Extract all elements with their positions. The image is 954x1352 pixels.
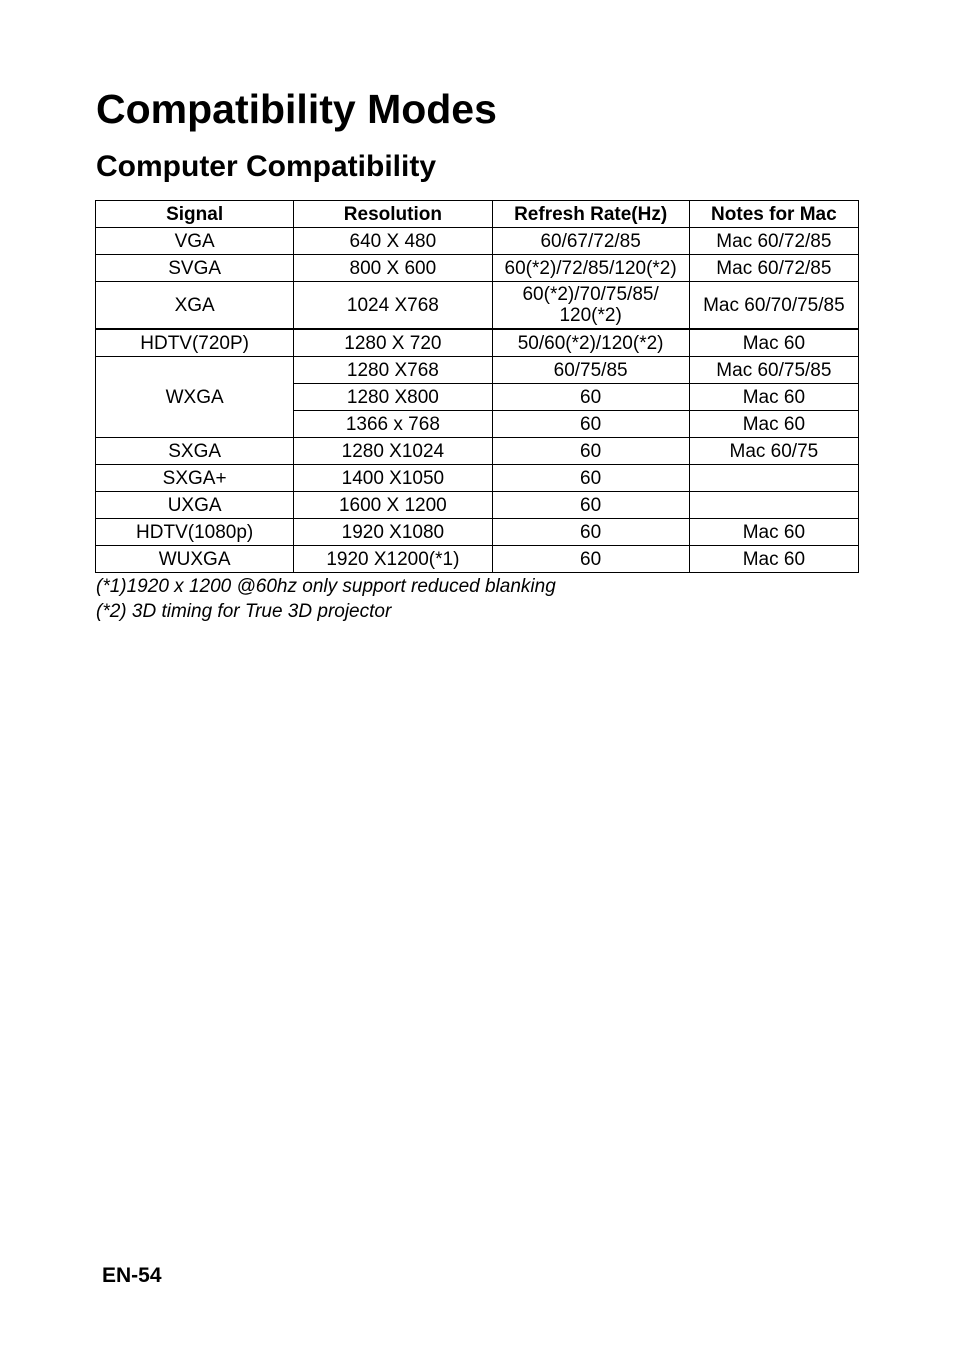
table-row [96, 255, 859, 282]
cell-signal: XGA [96, 282, 294, 330]
cell-signal: VGA [96, 228, 294, 255]
cell-signal: WXGA [96, 357, 294, 438]
cell-signal: SXGA [96, 438, 294, 465]
table-header-row [96, 201, 859, 228]
page-title: Compatibility Modes [96, 86, 497, 132]
cell-signal: HDTV(1080p) [96, 519, 294, 546]
compatibility-table [95, 200, 859, 573]
cell-mac-notes: Mac 60 [689, 546, 858, 573]
cell-mac-notes: Mac 60/72/85 [689, 228, 858, 255]
cell-resolution: 1920 X1080 [294, 519, 492, 546]
cell-refresh-rate: 60(*2)/70/75/85/ 120(*2) [492, 282, 689, 330]
cell-resolution: 640 X 480 [294, 228, 492, 255]
cell-mac-notes: Mac 60 [689, 519, 858, 546]
cell-refresh-rate: 60 [492, 492, 689, 519]
cell-refresh-rate: 50/60(*2)/120(*2) [492, 329, 689, 357]
cell-refresh-rate: 60 [492, 411, 689, 438]
cell-mac-notes: Mac 60 [689, 411, 858, 438]
cell-resolution: 1280 X800 [294, 384, 492, 411]
table-row [96, 357, 859, 384]
cell-refresh-rate: 60 [492, 438, 689, 465]
cell-mac-notes [689, 465, 858, 492]
header-notes-for-mac: Notes for Mac [689, 201, 858, 228]
section-title: Computer Compatibility [96, 150, 437, 183]
cell-signal: SXGA+ [96, 465, 294, 492]
cell-resolution: 1280 X768 [294, 357, 492, 384]
cell-signal: UXGA [96, 492, 294, 519]
page-number: EN-54 [102, 1264, 162, 1287]
cell-refresh-rate: 60 [492, 384, 689, 411]
cell-resolution: 1400 X1050 [294, 465, 492, 492]
cell-resolution: 1366 x 768 [294, 411, 492, 438]
cell-refresh-rate: 60/67/72/85 [492, 228, 689, 255]
cell-mac-notes: Mac 60/75/85 [689, 357, 858, 384]
cell-resolution: 1024 X768 [294, 282, 492, 330]
cell-refresh-rate: 60 [492, 519, 689, 546]
cell-refresh-rate: 60 [492, 546, 689, 573]
table-row [96, 465, 859, 492]
cell-mac-notes: Mac 60/72/85 [689, 255, 858, 282]
cell-resolution: 1600 X 1200 [294, 492, 492, 519]
cell-refresh-rate: 60 [492, 465, 689, 492]
table-row [96, 546, 859, 573]
cell-mac-notes: Mac 60 [689, 384, 858, 411]
footnote-3d-timing: (*2) 3D timing for True 3D projector [96, 601, 392, 622]
cell-mac-notes: Mac 60/75 [689, 438, 858, 465]
cell-refresh-rate: 60/75/85 [492, 357, 689, 384]
cell-refresh-rate: 60(*2)/72/85/120(*2) [492, 255, 689, 282]
table-row [96, 438, 859, 465]
cell-resolution: 1920 X1200(*1) [294, 546, 492, 573]
table-row [96, 492, 859, 519]
cell-mac-notes: Mac 60/70/75/85 [689, 282, 858, 330]
table-row [96, 228, 859, 255]
header-signal: Signal [96, 201, 294, 228]
cell-signal: HDTV(720P) [96, 329, 294, 357]
table-row [96, 329, 859, 357]
cell-mac-notes: Mac 60 [689, 329, 858, 357]
cell-signal: WUXGA [96, 546, 294, 573]
table-row [96, 519, 859, 546]
cell-mac-notes [689, 492, 858, 519]
header-refresh-rate: Refresh Rate(Hz) [492, 201, 689, 228]
cell-resolution: 800 X 600 [294, 255, 492, 282]
table-row [96, 282, 859, 330]
cell-resolution: 1280 X1024 [294, 438, 492, 465]
cell-resolution: 1280 X 720 [294, 329, 492, 357]
header-resolution: Resolution [294, 201, 492, 228]
footnote-reduced-blanking: (*1)1920 x 1200 @60hz only support reduced blanking [96, 576, 556, 597]
cell-signal: SVGA [96, 255, 294, 282]
